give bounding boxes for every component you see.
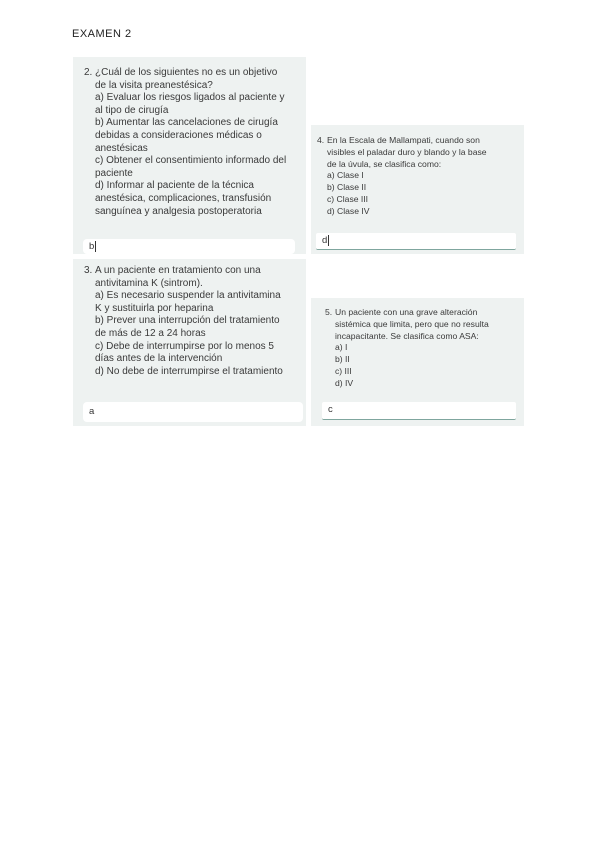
- option-a: a) I: [335, 342, 348, 353]
- option-d-cont: sanguínea y analgesia postoperatoria: [95, 205, 262, 217]
- question-line: antivitamina K (sintrom).: [95, 277, 203, 289]
- answer-value: d: [322, 235, 328, 246]
- option-b: b) Clase II: [327, 182, 367, 193]
- option-c: c) III: [335, 365, 352, 376]
- question-line: Un paciente con una grave alteración: [335, 307, 478, 317]
- option-d-cont: anestésica, complicaciones, transfusión: [95, 192, 272, 204]
- option-b-cont: anestésicas: [95, 142, 148, 154]
- question-card-4: [311, 125, 524, 254]
- answer-field-4[interactable]: [316, 233, 516, 250]
- question-line: de la úvula, se clasifica como:: [327, 158, 442, 169]
- question-text-2: [84, 67, 287, 218]
- question-line: incapacitante. Se clasifica como ASA:: [335, 330, 479, 341]
- option-c-cont: paciente: [95, 167, 133, 179]
- answer-field-2[interactable]: [83, 239, 295, 254]
- question-text-3: [84, 265, 283, 378]
- question-line: sistémica que limita, pero que no resulta: [335, 318, 489, 329]
- option-d: d) IV: [335, 377, 354, 388]
- question-number: 4.: [317, 135, 325, 145]
- answer-value: a: [89, 406, 95, 417]
- question-card-5: [311, 298, 524, 426]
- option-b: b) Prever una interrupción del tratamiento: [95, 315, 280, 327]
- option-b: b) II: [335, 354, 350, 365]
- question-line: En la Escala de Mallampati, cuando son: [327, 135, 480, 145]
- option-a-cont: al tipo de cirugía: [95, 104, 169, 116]
- answer-value: c: [328, 404, 333, 415]
- answer-field-5[interactable]: [322, 402, 516, 420]
- question-card-2: [73, 57, 306, 254]
- option-b-cont: debidas a consideraciones médicas o: [95, 129, 262, 141]
- option-b-cont: de más de 12 a 24 horas: [95, 327, 206, 339]
- question-line: visibles el paladar duro y blando y la base: [327, 146, 487, 157]
- question-text-5: [325, 307, 489, 390]
- option-d: d) Clase IV: [327, 205, 370, 216]
- option-c: c) Obtener el consentimiento informado del: [95, 155, 287, 167]
- question-number: 2.: [84, 67, 93, 78]
- option-c-cont: días antes de la intervención: [95, 353, 223, 365]
- answer-field-3[interactable]: [83, 402, 303, 422]
- option-d: d) Informar al paciente de la técnica: [95, 180, 254, 192]
- answer-value: b: [89, 241, 95, 252]
- option-c: c) Clase III: [327, 193, 369, 204]
- option-a: a) Clase I: [327, 170, 364, 181]
- question-card-3: [73, 259, 306, 426]
- text-cursor: [95, 241, 96, 252]
- question-number: 5.: [325, 307, 333, 317]
- text-cursor: [328, 235, 329, 246]
- option-b: b) Aumentar las cancelaciones de cirugía: [95, 117, 278, 129]
- option-a: a) Es necesario suspender la antivitamina: [95, 290, 281, 302]
- option-a: a) Evaluar los riesgos ligados al paciente y: [95, 92, 285, 104]
- question-number: 3.: [84, 265, 93, 276]
- question-line: de la visita preanestésica?: [95, 79, 213, 91]
- document-title: EXAMEN 2: [72, 28, 132, 40]
- question-text-4: [317, 135, 487, 218]
- question-line: A un paciente en tratamiento con una: [95, 265, 261, 276]
- option-a-cont: K y sustituirla por heparina: [95, 302, 214, 314]
- option-c: c) Debe de interrumpirse por lo menos 5: [95, 340, 274, 352]
- question-line: ¿Cuál de los siguientes no es un objetivo: [95, 67, 278, 78]
- option-d: d) No debe de interrumpirse el tratamiento: [95, 365, 283, 377]
